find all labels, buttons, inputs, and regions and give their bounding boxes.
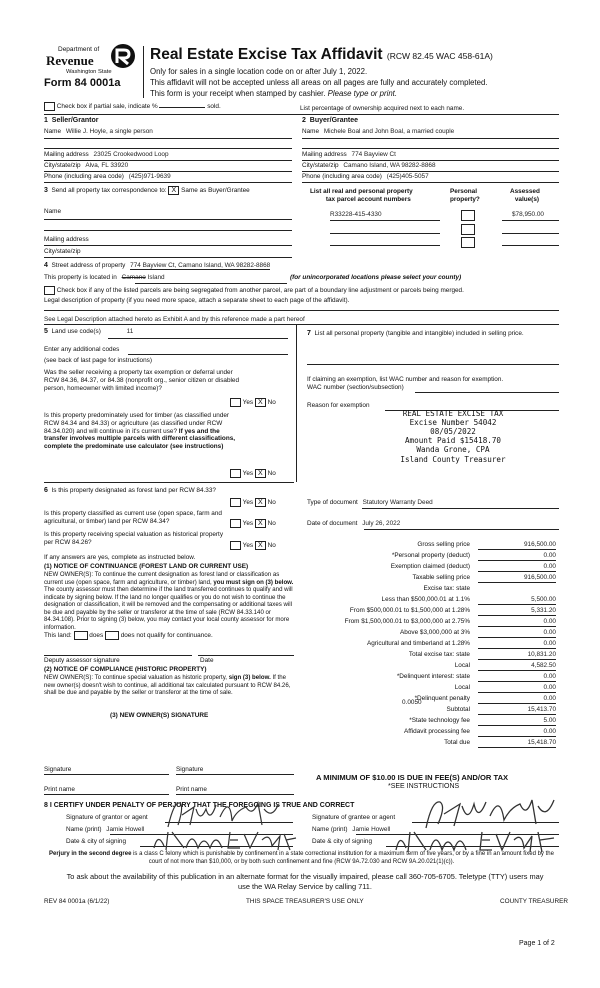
segregated-row: Check box if any of the listed parcels are being segregated from another parcel, are part of a boundary line adjustment or parcels being merged. bbox=[44, 286, 464, 295]
tax-row-value[interactable]: 0.00 bbox=[478, 552, 556, 561]
tax-row bbox=[300, 618, 560, 628]
tax-row-value[interactable]: 4,582.50 bbox=[478, 662, 556, 671]
tax-row-label: *Personal property (deduct) bbox=[391, 552, 470, 559]
tax-row-value[interactable]: 5,331.20 bbox=[478, 607, 556, 616]
tax-row-value[interactable]: 916,500.00 bbox=[478, 574, 556, 583]
owner-signature-label-2: Signature bbox=[176, 766, 204, 773]
tax-row bbox=[300, 629, 560, 639]
tax-row-label: Total due bbox=[444, 739, 470, 746]
current-use-question: Is this property classified as current use (open space, farm and agricultural, or timber) land per RCW 84.34? bbox=[44, 510, 222, 525]
tax-row bbox=[300, 717, 560, 727]
buyer-mailing-row: Mailing address 774 Bayview Ct bbox=[302, 151, 396, 158]
tax-row bbox=[300, 552, 560, 562]
notice-continuance-title: (1) NOTICE OF CONTINUANCE (FOREST LAND OR CURRENT USE) bbox=[44, 563, 249, 570]
page-title: Real Estate Excise Tax Affidavit (RCW 82.45 WAC 458-61A) bbox=[150, 46, 493, 63]
tax-row-value[interactable]: 0.00 bbox=[478, 618, 556, 627]
historical-no-checkbox[interactable]: X bbox=[255, 541, 266, 550]
grantee-name-row: Name (print) Jamie Howell bbox=[312, 826, 391, 833]
seller-phone-field[interactable]: (425)971-9639 bbox=[128, 173, 171, 180]
section3-name-label: Name bbox=[44, 208, 62, 215]
parcel-number-field[interactable]: R33228-415-4330 bbox=[330, 211, 382, 218]
grantee-name-field[interactable]: Jamie Howell bbox=[352, 826, 391, 833]
grantor-signature-label: Signature of grantor or agent bbox=[66, 814, 148, 821]
timber-yes-no: Yes X No bbox=[230, 469, 276, 478]
tax-row bbox=[300, 574, 560, 584]
historical-yes-no: Yes X No bbox=[230, 541, 276, 550]
buyer-city-field[interactable]: Camano Island, WA 98282-8868 bbox=[343, 162, 436, 169]
tax-row-label: Total excise tax: state bbox=[408, 651, 470, 658]
forest-yes-no: Yes X No bbox=[230, 498, 276, 507]
section3-mailing-label: Mailing address bbox=[44, 236, 89, 243]
title-citation: (RCW 82.45 WAC 458-61A) bbox=[386, 51, 493, 61]
tax-row-value[interactable]: 0.00 bbox=[478, 728, 556, 737]
seller-name-field[interactable]: Willie J. Hoyle, a single person bbox=[65, 128, 153, 135]
exemption-question: Was the seller receiving a property tax exemption or deferral under RCW 84.36, 84.37, or 84.38 (nonprofit org., senior citizen or disabled person, homeowner with limited income)? bbox=[44, 369, 240, 392]
forest-yes-checkbox[interactable] bbox=[230, 498, 241, 507]
land-use-field[interactable]: 11 bbox=[126, 328, 134, 335]
current-use-yes-no: Yes X No bbox=[230, 519, 276, 528]
exemption-no-checkbox[interactable]: X bbox=[255, 398, 266, 407]
tax-row bbox=[300, 585, 560, 595]
tax-row-label: Local bbox=[454, 684, 470, 691]
segregated-checkbox[interactable] bbox=[44, 286, 55, 295]
tax-row-value[interactable]: 5.00 bbox=[478, 717, 556, 726]
this-land-row: This land: does does not qualify for continuance. bbox=[44, 632, 213, 640]
street-address-row: 4 Street address of property 774 Bayview Ct, Camano Island, WA 98282-8868 bbox=[44, 262, 271, 269]
does-qualify-checkbox[interactable] bbox=[74, 631, 88, 640]
seller-mailing-row: Mailing address 23025 Crookedwood Loop bbox=[44, 151, 169, 158]
deputy-date-label: Date bbox=[200, 657, 214, 664]
owner-print-name-1: Print name bbox=[44, 786, 75, 793]
tax-row-value[interactable]: 916,500.00 bbox=[478, 541, 556, 550]
notice-compliance-text: NEW OWNER(S): To continue special valuation as historic property, sign (3) below. If the new owner(s) doesn't wish to continue, all additional tax calculated pursuant to RCW 84.26, shall be due and payable by the seller or transferor at the time of sale. bbox=[44, 674, 291, 697]
tax-row-label: Subtotal bbox=[446, 706, 470, 713]
county-treasurer: COUNTY TREASURER bbox=[500, 898, 568, 905]
tax-row-label: Taxable selling price bbox=[412, 574, 470, 581]
document-date-field[interactable]: July 26, 2022 bbox=[362, 520, 401, 527]
subtitle-1: Only for sales in a single location code on or after July 1, 2022. bbox=[150, 67, 368, 76]
exemption-yes-checkbox[interactable] bbox=[230, 398, 241, 407]
current-use-yes-checkbox[interactable] bbox=[230, 519, 241, 528]
tax-row bbox=[300, 541, 560, 551]
tax-row-value[interactable]: 15,413.70 bbox=[478, 706, 556, 715]
dept-line2: Revenue bbox=[46, 53, 94, 68]
form-revision: REV 84 0001a (6/1/22) bbox=[44, 898, 110, 905]
tax-row-label: *Delinquent interest: state bbox=[396, 673, 470, 680]
does-not-qualify-checkbox[interactable] bbox=[105, 631, 119, 640]
unincorporated-note: (for unincorporated locations please select your county) bbox=[290, 274, 462, 281]
tax-row bbox=[300, 563, 560, 573]
tax-row-label: Affidavit processing fee bbox=[404, 728, 470, 735]
parcel-list-header: List all real and personal property tax parcel account numbers bbox=[310, 188, 413, 203]
reason-label: Reason for exemption bbox=[307, 402, 370, 409]
buyer-city-row: City/state/zip Camano Island, WA 98282-8868 bbox=[302, 162, 436, 169]
tax-row bbox=[300, 684, 560, 694]
same-as-buyer-checkbox[interactable]: X bbox=[168, 186, 179, 195]
historical-question: Is this property receiving special valuation as historical property per RCW 84.26? bbox=[44, 531, 224, 546]
dept-line3: Washington State bbox=[66, 69, 112, 75]
timber-no-checkbox[interactable]: X bbox=[255, 469, 266, 478]
tax-row-value[interactable]: 0.00 bbox=[478, 640, 556, 649]
notice-compliance-title: (2) NOTICE OF COMPLIANCE (HISTORIC PROPERTY) bbox=[44, 666, 207, 673]
buyer-name-row: Name Michele Boal and John Boal, a married couple bbox=[302, 128, 455, 135]
forest-land-question: 6 Is this property designated as forest land per RCW 84.33? bbox=[44, 487, 216, 494]
tax-row bbox=[300, 607, 560, 617]
if-yes-note: If any answers are yes, complete as instructed below. bbox=[44, 554, 196, 561]
tax-row-value[interactable]: 0.00 bbox=[478, 673, 556, 682]
owner-print-name-2: Print name bbox=[176, 786, 207, 793]
tax-row-label: Agricultural and timberland at 1.28% bbox=[366, 640, 470, 647]
tax-row-value[interactable]: 5,500.00 bbox=[478, 596, 556, 605]
deputy-signature-label: Deputy assessor signature bbox=[44, 657, 120, 664]
new-owner-signature-title: (3) NEW OWNER(S) SIGNATURE bbox=[110, 712, 209, 719]
tax-row-label: Less than $500,000.01 at 1.1% bbox=[381, 596, 470, 603]
located-row: This property is located in Camano Island bbox=[44, 274, 165, 281]
document-date-row: Date of document July 26, 2022 bbox=[307, 520, 401, 527]
seller-heading: 1 Seller/Grantor bbox=[44, 117, 99, 124]
tax-row-label: Above $3,000,000 at 3% bbox=[400, 629, 470, 636]
tax-row bbox=[300, 706, 560, 716]
notice-continuance-text: NEW OWNER(S): To continue the current designation as forest land or classification as current use (open space, farm and agriculture, or timber) land, you must sign on (3) below. The county assessor must then determine if the land transferred continues to qualify and will indicate by signing below. If the land no longer qualifies or you do not wish to continue the designation or classification, it will be removed and the compensating or additional taxes will be due and payable by the seller or transferor at the time of sale (RCW 84.33.140 or 84.34.108). Prior to signing (3) below, you may contact your local county assessor for more information. bbox=[44, 571, 294, 631]
grantor-date-label: Date & city of signing bbox=[66, 838, 127, 845]
tax-row-value[interactable]: 0.00 bbox=[478, 563, 556, 572]
exemption-claim-label: If claiming an exemption, list WAC number and reason for exemption. bbox=[307, 376, 504, 383]
timber-question: Is this property predominately used for timber (as classified under RCW 84.34 and 84.33) or agriculture (as classified under RCW 84.34.020) and will continue in it's current use? If yes and the transfer involves multiple parcels with different classifications, complete the predominate use calculator (see instructions) bbox=[44, 412, 236, 451]
assessed-value-field[interactable]: $78,950.00 bbox=[512, 211, 544, 218]
tax-row-value[interactable]: 0.00 bbox=[478, 684, 556, 693]
legal-description-label: Legal description of property (if you need more space, attach a separate sheet to each page of the affidavit). bbox=[44, 297, 350, 304]
seller-name-row: Name Willie J. Hoyle, a single person bbox=[44, 128, 153, 135]
buyer-phone-field[interactable]: (425)405-5057 bbox=[386, 173, 429, 180]
tax-row-label: *Delinquent penalty bbox=[414, 695, 470, 702]
tax-row-label: From $500,000.01 to $1,500,000 at 1.28% bbox=[349, 607, 470, 614]
perjury-warning: Perjury in the second degree is a class C felony which is punishable by confinement in a state correctional institution for a maximum term of five years, or by a fine in an amount fixed by the court of not more than $10,000, or by both such confinement and fine (RCW 9A.72.030 and RCW 9A.20.021(1)(c)). bbox=[49, 851, 554, 865]
historical-yes-checkbox[interactable] bbox=[230, 541, 241, 550]
tax-row bbox=[300, 640, 560, 650]
tax-row-label: *State technology fee bbox=[409, 717, 470, 724]
document-type-row: Type of document Statutory Warranty Deed bbox=[307, 499, 433, 506]
buyer-mailing-field[interactable]: 774 Bayview Ct bbox=[351, 151, 396, 158]
owner-signature-label-1: Signature bbox=[44, 766, 72, 773]
buyer-phone-row: Phone (including area code) (425)405-5057 bbox=[302, 173, 429, 180]
treasurer-stamp: REAL ESTATE EXCISE TAX Excise Number 54042 08/05/2022 Amount Paid $15418.70 Wanda Grone, CPA Island County Treasurer bbox=[400, 409, 506, 464]
ownership-note: List percentage of ownership acquired next to each name. bbox=[300, 105, 465, 112]
personal-property-list: 7 List all personal property (tangible and intangible) included in selling price. bbox=[307, 330, 524, 337]
seller-city-row: City/state/zip Alva, FL 33920 bbox=[44, 162, 129, 169]
additional-codes-label: Enter any additional codes bbox=[44, 346, 120, 353]
local-rate: 0.0050 bbox=[402, 699, 422, 706]
seller-mailing-field[interactable]: 23025 Crookedwood Loop bbox=[93, 151, 169, 158]
buyer-name-field[interactable]: Michele Boal and John Boal, a married couple bbox=[323, 128, 455, 135]
location-field[interactable]: Island bbox=[147, 274, 165, 281]
page-number: Page 1 of 2 bbox=[519, 940, 555, 947]
accessibility-note: To ask about the availability of this publication in an alternate format for the visually impaired, please call 360-705-6705. Teletype (TTY) users may use the WA Relay Service by calling 711. bbox=[66, 872, 544, 891]
partial-sale-row: Check box if partial sale, indicate % sold. bbox=[44, 102, 221, 111]
grantee-date-label: Date & city of signing bbox=[312, 838, 373, 845]
tax-row bbox=[300, 673, 560, 683]
tax-row-label: Excise tax: state bbox=[423, 585, 470, 592]
subtitle-2: This affidavit will not be accepted unless all areas on all pages are fully and accurately completed. bbox=[150, 78, 488, 87]
tax-row bbox=[300, 662, 560, 672]
see-back-note: (see back of last page for instructions) bbox=[44, 357, 152, 364]
street-address-field[interactable]: 774 Bayview Ct, Camano Island, WA 98282-8868 bbox=[130, 262, 271, 269]
certify-statement: 8 I CERTIFY UNDER PENALTY OF PERJURY THAT THE FOREGOING IS TRUE AND CORRECT bbox=[44, 802, 355, 809]
personal-property-checkbox-1[interactable] bbox=[461, 210, 475, 221]
grantor-name-field[interactable]: Jamie Howell bbox=[106, 826, 145, 833]
tax-row bbox=[300, 728, 560, 738]
grantor-name-row: Name (print) Jamie Howell bbox=[66, 826, 145, 833]
forest-no-checkbox[interactable]: X bbox=[255, 498, 266, 507]
personal-property-checkbox-2[interactable] bbox=[461, 224, 475, 235]
land-use-row: 5 Land use code(s) 11 bbox=[44, 328, 134, 335]
exemption-yes-no: Yes X No bbox=[230, 398, 276, 407]
seller-city-field[interactable]: Alva, FL 33920 bbox=[85, 162, 129, 169]
subtitle-3: This form is your receipt when stamped by cashier. Please type or print. bbox=[150, 89, 398, 98]
minimum-fee-note: A MINIMUM OF $10.00 IS DUE IN FEE(S) AND/OR TAX bbox=[316, 773, 509, 782]
tax-row-label: Local bbox=[454, 662, 470, 669]
see-instructions: *SEE INSTRUCTIONS bbox=[388, 783, 460, 790]
tax-row-value[interactable]: 10,831.20 bbox=[478, 651, 556, 660]
personal-property-checkbox-3[interactable] bbox=[461, 237, 475, 248]
partial-sale-checkbox[interactable] bbox=[44, 102, 55, 111]
wac-label: WAC number (section/subsection) bbox=[307, 384, 404, 391]
section3-city-label: City/state/zip bbox=[44, 248, 81, 255]
tax-row bbox=[300, 695, 560, 705]
revenue-logo-icon bbox=[110, 43, 136, 69]
buyer-heading: 2 Buyer/Grantee bbox=[302, 117, 359, 124]
tax-row bbox=[300, 651, 560, 661]
treasurer-use-only: THIS SPACE TREASURER'S USE ONLY bbox=[246, 898, 364, 905]
tax-row-value[interactable]: 0.00 bbox=[478, 629, 556, 638]
form-number: Form 84 0001a bbox=[44, 77, 121, 89]
tax-row bbox=[300, 739, 560, 749]
dept-line1: Department of bbox=[58, 46, 100, 53]
grantor-date-signature-icon bbox=[150, 826, 300, 854]
seller-phone-row: Phone (including area code) (425)971-9639 bbox=[44, 173, 171, 180]
timber-yes-checkbox[interactable] bbox=[230, 469, 241, 478]
legal-description-field[interactable]: See Legal Description attached hereto as Exhibit A and by this reference made a part hereof bbox=[44, 316, 305, 323]
assessed-value-header: Assessed value(s) bbox=[510, 188, 540, 203]
tax-row bbox=[300, 596, 560, 606]
tax-row-value[interactable]: 0.00 bbox=[478, 695, 556, 704]
tax-row-label: Exemption claimed (deduct) bbox=[390, 563, 470, 570]
tax-row-label: Gross selling price bbox=[417, 541, 470, 548]
current-use-no-checkbox[interactable]: X bbox=[255, 519, 266, 528]
personal-property-header: Personal property? bbox=[450, 188, 480, 203]
document-type-field[interactable]: Statutory Warranty Deed bbox=[362, 499, 433, 506]
tax-row-label: From $1,500,000.01 to $3,000,000 at 2.75% bbox=[344, 618, 470, 625]
grantee-signature-label: Signature of grantee or agent bbox=[312, 814, 396, 821]
dor-logo bbox=[44, 44, 140, 96]
tax-row-value[interactable]: 15,418.70 bbox=[478, 739, 556, 748]
tax-correspondence-row: 3 Send all property tax correspondence to: X Same as Buyer/Grantee bbox=[44, 187, 250, 195]
